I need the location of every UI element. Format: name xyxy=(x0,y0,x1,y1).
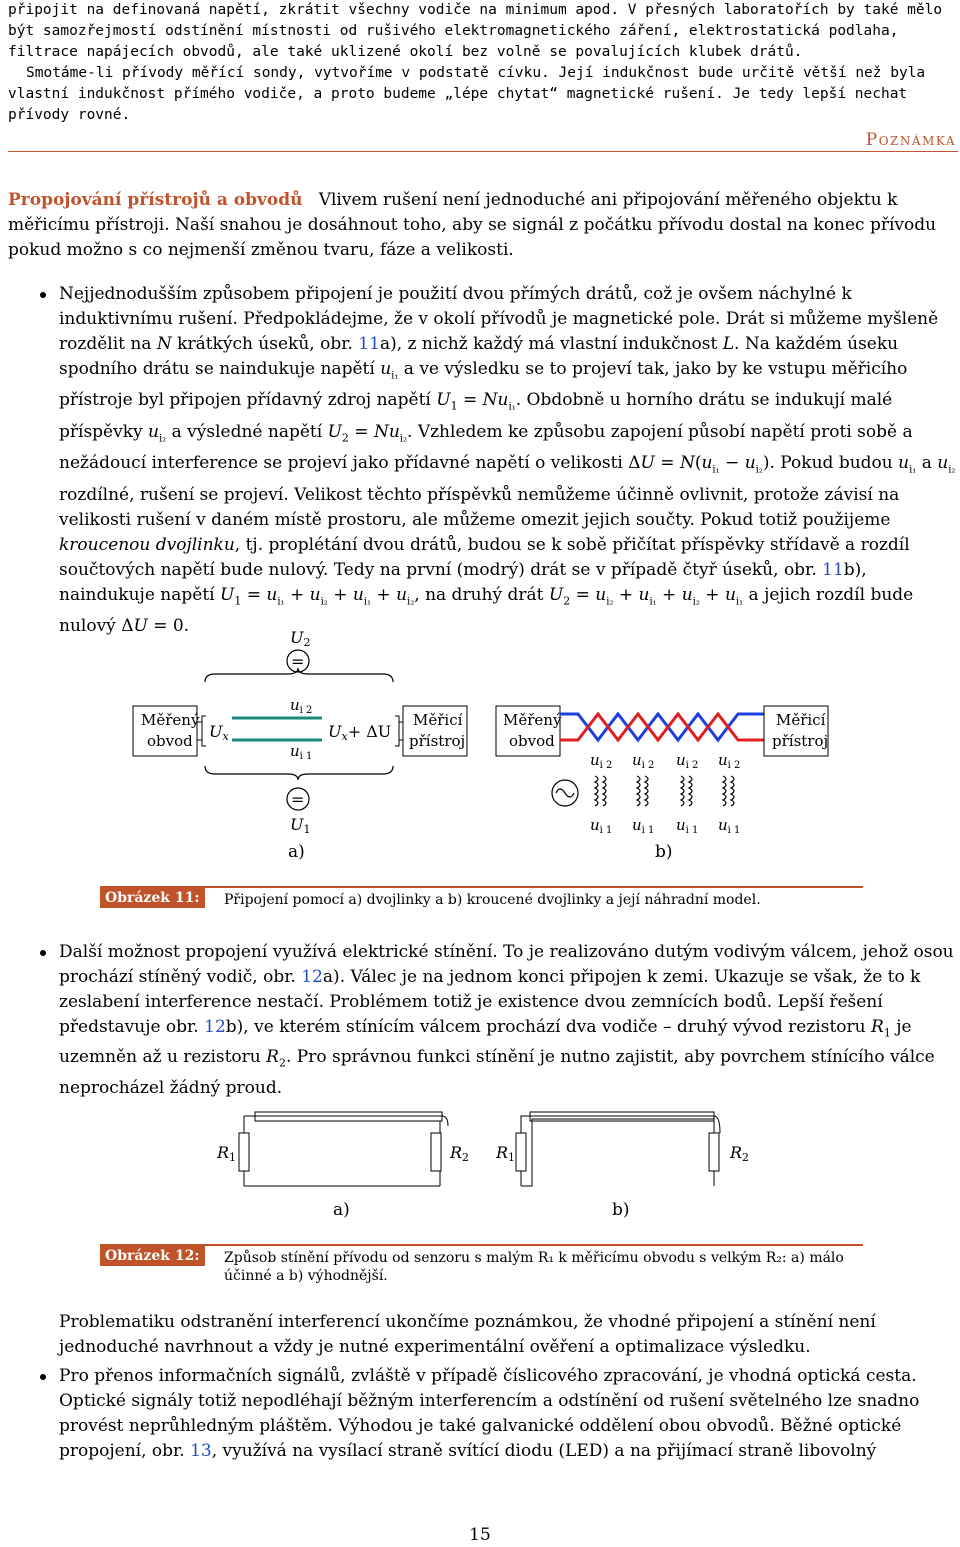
figure-11-diagram xyxy=(0,620,960,870)
ui2-label-b-4: $u_{i 2}$ xyxy=(718,751,741,771)
figure-11a-label: a) xyxy=(288,842,305,862)
section-intro-text: Vlivem rušení není jednoduché ani připojování měřeného objektu k měřicímu přístroji. Naší snahou je dosáhnout toho, aby se signál z počátku přívodu dostal na konec přívodu pokud možno s co nejmenší změnou tvaru, fáze a velikosti. xyxy=(8,190,937,260)
figure-ref-link[interactable]: 11 xyxy=(358,334,380,354)
u2-label: U2 xyxy=(290,628,311,649)
ux-bracket-right xyxy=(395,716,399,746)
svg-text:=: = xyxy=(291,790,305,809)
page-number: 15 xyxy=(469,1525,491,1545)
bullet-marker xyxy=(40,950,46,956)
ui2-label-b-3: $u_{i 2}$ xyxy=(676,751,699,771)
measured-circuit-label-b-1: Měřený xyxy=(503,711,562,729)
u1-label: U1 xyxy=(290,815,311,836)
figure-12-diagram xyxy=(0,1105,960,1225)
measuring-device-label-b-1: Měřicí xyxy=(776,711,826,729)
conductor-b-lower xyxy=(521,1119,714,1186)
ui1-label-b-4: $u_{i 1}$ xyxy=(718,816,741,836)
measured-circuit-label-a-1: Měřený xyxy=(141,711,200,729)
ux-label: Ux xyxy=(209,722,229,743)
figure-12b-label: b) xyxy=(612,1200,630,1220)
caption-12-rule xyxy=(100,1244,863,1246)
measured-circuit-label-b-2: obvod xyxy=(509,732,555,750)
caption-11-text: Připojení pomocí a) dvojlinky a b) kroucené dvojlinky a její náhradní model. xyxy=(224,892,761,908)
bullet-marker xyxy=(40,292,46,298)
note-divider xyxy=(8,151,958,152)
r2-label-a: R2 xyxy=(450,1143,470,1164)
bullet-marker xyxy=(40,1374,46,1380)
note-block xyxy=(8,0,958,126)
caption-12-number: Obrázek 12: xyxy=(100,1246,205,1266)
measuring-device-label-a-1: Měřicí xyxy=(413,711,463,729)
section-intro xyxy=(8,188,958,263)
ui2-label-b-1: $u_{i 2}$ xyxy=(590,751,613,771)
r2-label-b: R2 xyxy=(730,1143,750,1164)
figure-12a-label: a) xyxy=(333,1200,350,1220)
lower-brace xyxy=(205,766,393,780)
ui2-label-a: $u_{i 2}$ xyxy=(290,696,313,716)
section-title: Propojování přístrojů a obvodů xyxy=(8,190,303,210)
note-paragraph-1: připojit na definovaná napětí, zkrátit všechny vodiče na minimum apod. V přesných laboratořích by také mělo být samozřejmostí odstínění místnosti od rušivého elektromagnetického záření, elektrostatická podlaha, filtrace napájecích obvodů, ale také uklizené okolí bez volně se povalujících klubek drátů. xyxy=(8,2,943,60)
figure-ref-link[interactable]: 12 xyxy=(204,1017,226,1037)
resistor-r1-b xyxy=(516,1133,526,1171)
ui1-label-b-2: $u_{i 1}$ xyxy=(632,816,655,836)
figure-ref-link[interactable]: 11 xyxy=(822,559,844,580)
ux-bracket-left xyxy=(202,716,206,746)
ui1-label-a: $u_{i 1}$ xyxy=(290,742,313,762)
upper-brace xyxy=(205,668,393,682)
inductor-coils xyxy=(595,776,734,806)
measuring-device-label-a-2: přístroj xyxy=(409,732,466,750)
bullet-1-text: Nejjednodušším způsobem připojení je použití dvou přímých drátů, což je ovšem náchylné k induktivnímu rušení. Předpokládejme, že v okolí přívodů je magnetické pole. Drát si můžeme myšleně rozdělit na N krátkých úseků, obr. 11a), z nichž každý má vlastní indukčnost L. Na každém úseku spodního drátu se naindukuje napětí $u_{i_1}$ a ve výsledku se to projeví tak, jako by ke vstupu měřicího přístroje byl připojen přídavný zdroj napětí $U_1 = Nu_{i_1}$. Obdobně u horního drátu se indukují malé příspěvky $u_{i_2}$ a výsledné napětí $U_2 = Nu_{i_2}$. Vzhledem ke způsobu zapojení působí napětí proti sobě a nežádoucí interference se projeví jako přídavné napětí o velikosti $\Delta U = N(u_{i_1} - u_{i_2})$. Pokud budou $u_{i_1}$ a $u_{i_2}$ rozdílné, rušení se projeví. Velikost těchto příspěvků nemůžeme účinně ovlivnit, protože závisí na velikosti rušení v daném místě prostoru, ale můžeme omezit jejich součty. Pokud totiž použijeme kroucenou dvojlinku, tj. proplétání dvou drátů, budou se k sobě přičítat příspěvky střídavě a rozdíl součtových napětí bude nulový. Tedy na první (modrý) drát se v případě čtyř úseků, obr. 11b), naindukuje napětí $U_1 = u_{i_1} + u_{i_2} + u_{i_1} + u_{i_2}$, na druhý drát $U_2 = u_{i_2} + u_{i_1} + u_{i_2} + u_{i_1}$ a jejich rozdíl bude nulový ΔU = 0. xyxy=(59,284,956,636)
r1-label-b: R1 xyxy=(496,1143,516,1164)
note-paragraph-2: Smotáme-li přívody měřící sondy, vytvoříme v podstatě cívku. Její indukčnost bude určitě větší než byla vlastní indukčnost přímého vodiče, a proto budeme „lépe chytat“ magnetické rušení. Je tedy lepší nechat přívody rovné. xyxy=(8,65,926,123)
r1-label-a: R1 xyxy=(217,1143,237,1164)
bullet-2-text: Další možnost propojení využívá elektrické stínění. To je realizováno dutým vodivým válcem, jehož osou prochází stíněný vodič, obr. 12a). Válec je na jednom konci připojen k zemi. Ukazuje se však, že to k zeslabení interference nestačí. Problémem totiž je existence dvou zemnících bodů. Lepší řešení představuje obr. 12b), ve kterém stínícím válcem prochází dva vodiče – druhý vývod rezistoru $R_1$ je uzemněn až u rezistoru $R_2$. Pro správnou funkci stínění je nutno zajistit, aby povrchem stínícího válce neprocházel žádný proud. xyxy=(59,942,954,1098)
ui1-label-b-1: $u_{i 1}$ xyxy=(590,816,613,836)
figure-ref-link[interactable]: 12 xyxy=(301,967,323,987)
caption-12-text: Způsob stínění přívodu od senzoru s malým R₁ k měřicímu obvodu s velkým R₂: a) málo účinné a b) výhodnější. xyxy=(224,1250,844,1284)
measured-circuit-label-a-2: obvod xyxy=(147,732,193,750)
caption-11-rule xyxy=(100,886,863,888)
figure-11b-label: b) xyxy=(655,842,673,862)
svg-text:=: = xyxy=(291,652,305,671)
ui1-label-b-3: $u_{i 1}$ xyxy=(676,816,699,836)
bullet-3-text: Pro přenos informačních signálů, zvláště v případě číslicového zpracování, je vhodná optická cesta. Optické signály totiž nepodléhají běžným interferencím a odstínění od rušení světelného lze snadno provést neprůhledným pláštěm. Výhodou je také galvanické oddělení obou obvodů. Běžné optické propojení, obr. 13, využívá na vysílací straně svítící diodu (LED) a na přijímací straně libovolný xyxy=(59,1366,920,1461)
resistor-r1-a xyxy=(239,1133,249,1171)
measuring-device-label-b-2: přístroj xyxy=(772,732,829,750)
ui2-label-b-2: $u_{i 2}$ xyxy=(632,751,655,771)
resistor-r2-b xyxy=(709,1133,719,1171)
figure-ref-link[interactable]: 13 xyxy=(190,1441,212,1461)
resistor-r2-a xyxy=(431,1133,441,1171)
caption-11-number: Obrázek 11: xyxy=(100,888,205,908)
closing-paragraph: Problematiku odstranění interferencí ukončíme poznámkou, že vhodné připojení a stínění není jednoduché navrhnout a vždy je nutné experimentální ověření a optimalizace výsledku. xyxy=(59,1312,876,1357)
note-label: Poznámka xyxy=(865,130,956,150)
ux-du-label: Ux+ ΔU xyxy=(328,722,392,743)
